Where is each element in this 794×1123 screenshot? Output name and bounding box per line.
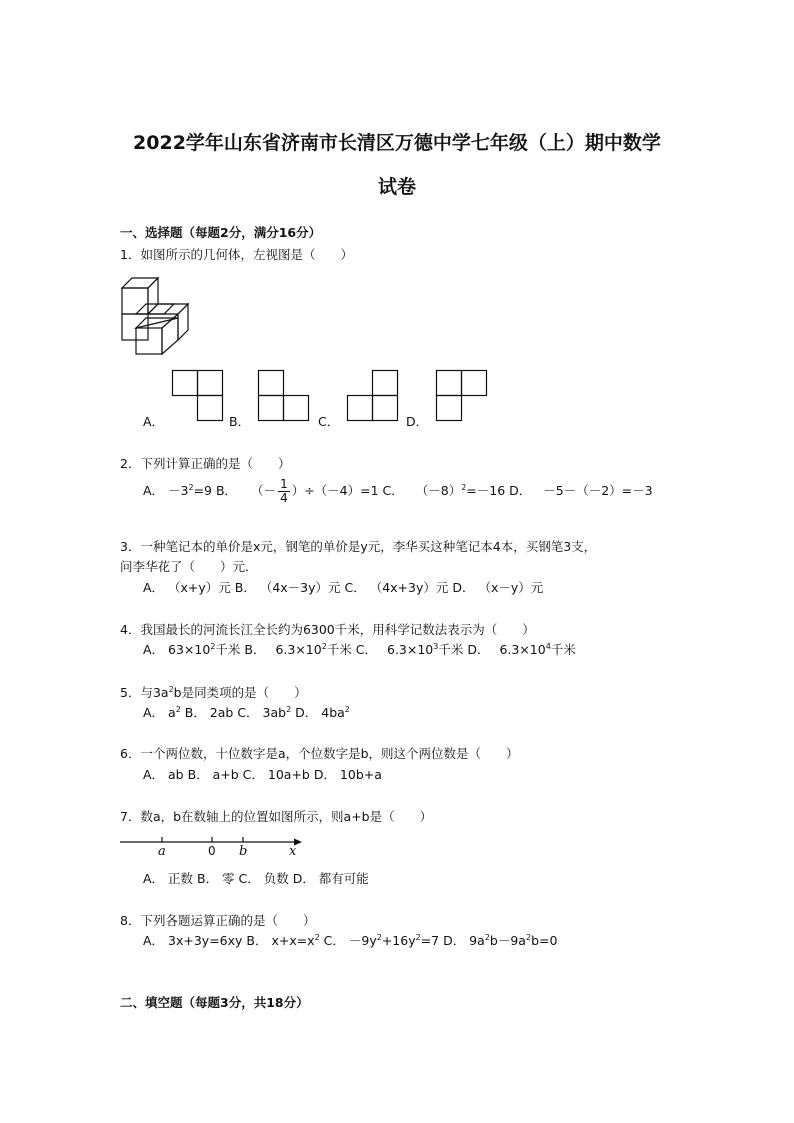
fraction-one-quarter: $\frac{1}{4}$ <box>280 477 288 505</box>
question-5-stem: 5．与$3a^2b$是同类项的是（ ） <box>120 684 307 700</box>
question-4-stem: 4．我国最长的河流长江全长约为6300千米，用科学记数法表示为（ ） <box>120 622 535 637</box>
q1-solid-figure <box>118 272 198 362</box>
question-3-stem-line2: 问李华花了（ ）元． <box>120 559 258 574</box>
question-3-stem-line1: 3．一种笔记本的单价是x元，钢笔的单价是y元，李华买这种笔记本4本，买钢笔3支， <box>120 539 597 554</box>
q7-label-a: a <box>158 844 166 859</box>
question-3-options: A． （x+y）元 B． （4x－3y）元 C． （4x+3y）元 D． （x－y）元 <box>143 580 544 595</box>
q1-option-a-label: A． <box>143 414 165 429</box>
section-heading-fill-in: 二、填空题（每题3分，共18分） <box>120 995 309 1010</box>
q1-option-b-label: B． <box>229 414 251 429</box>
question-6-stem: 6．一个两位数，十位数字是a，个位数字是b，则这个两位数是（ ） <box>120 746 519 761</box>
q1-option-c-label: C． <box>318 414 340 429</box>
q1-option-c-figure <box>347 370 399 422</box>
q1-option-d-figure <box>436 370 488 422</box>
question-2-options: A． $-3^2=9$ B． （－ $\frac{1}{4}$ ）÷（－4）=1 C． $(-8)^2=-16$ D． －5－（－2）=－3 <box>143 477 653 505</box>
question-4-options: A． $63\times 10^2$千米 B． $6.3\times 10^2$千米 C． $6.3\times 10^3$千米 D． $6.3\times 10^4$千米 <box>143 641 576 657</box>
question-7-options: A． 正数 B． 零 C． 负数 D． 都有可能 <box>143 871 369 886</box>
q1-option-a-figure <box>172 370 224 422</box>
question-1-stem: 1．如图所示的几何体，左视图是（ ） <box>120 247 353 262</box>
question-2-stem: 2．下列计算正确的是（ ） <box>120 456 291 471</box>
q1-option-b-figure <box>258 370 310 422</box>
q7-label-zero: 0 <box>208 844 216 858</box>
page-title-line1: 2022学年山东省济南市长清区万德中学七年级（上）期中数学 <box>133 132 661 154</box>
q7-label-b: b <box>239 844 248 859</box>
section-heading-choice: 一、选择题（每题2分，满分16分） <box>120 225 322 240</box>
question-6-options: A． ab B． a+b C． 10a+b D． 10b+a <box>143 767 382 782</box>
question-8-stem: 8．下列各题运算正确的是（ ） <box>120 913 316 928</box>
question-7-stem: 7．数a，b在数轴上的位置如图所示，则a+b是（ ） <box>120 809 433 824</box>
q7-label-x: x <box>289 844 297 859</box>
page-title-line2: 试卷 <box>377 176 416 198</box>
q1-option-d-label: D． <box>406 414 429 429</box>
question-8-options: A． 3x+3y=6xy B． $x+x=x^2$ C． $-9y^2+16y^2=7$ D． $9a^2b-9a^2b=0$ <box>143 932 558 948</box>
question-5-options: A． $a^2$ B． 2ab C． $3ab^2$ D． $4ba^2$ <box>143 704 350 720</box>
